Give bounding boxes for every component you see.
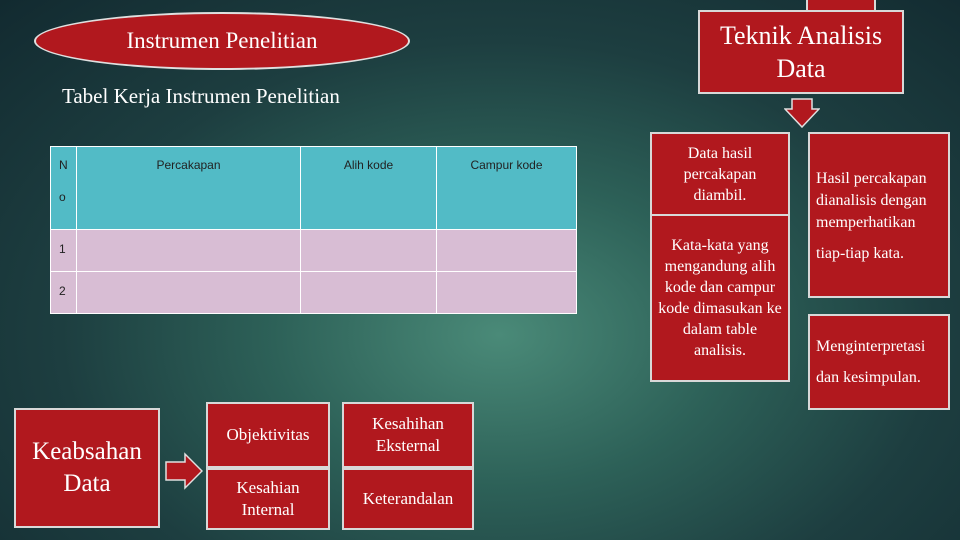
table-cell <box>301 272 437 314</box>
step-box-right-lower <box>808 314 950 410</box>
table-row <box>51 272 577 314</box>
row-number-cell <box>51 272 77 314</box>
instrument-table <box>50 146 577 314</box>
header-no-label: N <box>59 158 68 172</box>
row-number: 1 <box>59 242 66 256</box>
header-cell-percakapan <box>77 147 301 230</box>
kesahian-internal-label: Kesahian Internal <box>236 478 300 519</box>
table-cell <box>301 230 437 272</box>
keabsahan-box <box>14 408 160 528</box>
header-cell-no <box>51 147 77 230</box>
kesahian-internal-box <box>206 468 330 530</box>
step-1-text: Data hasil percakapan diambil. <box>683 144 757 204</box>
row-number-cell <box>51 230 77 272</box>
step-right-text-4: dan kesimpulan. <box>816 369 921 386</box>
arrow-down-icon <box>784 98 820 128</box>
table-cell <box>437 272 577 314</box>
step-right-text-2: tiap-tiap kata. <box>816 245 904 262</box>
teknik-analisis-label: Teknik Analisis Data <box>719 21 883 83</box>
step-right-text-3: Menginterpretasi <box>816 338 926 355</box>
arrow-right-icon <box>165 452 203 490</box>
title-text: Instrumen Penelitian <box>126 28 318 53</box>
kesahihan-eksternal-box <box>342 402 474 468</box>
step-box-2 <box>650 214 790 382</box>
table-heading: Tabel Kerja Instrumen Penelitian <box>62 84 340 108</box>
table-cell <box>77 230 301 272</box>
header-no-suffix: o <box>59 190 66 204</box>
step-2-text: Kata-kata yang mengandung alih kode dan campur kode dimasukan ke dalam table analisis. <box>658 237 782 359</box>
title-ellipse <box>34 12 410 70</box>
table-row <box>51 230 577 272</box>
header-campur-kode: Campur kode <box>470 158 543 172</box>
objektivitas-box <box>206 402 330 468</box>
table-header-row <box>51 147 577 230</box>
keterandalan-box <box>342 468 474 530</box>
header-percakapan: Percakapan <box>156 158 221 172</box>
step-right-text-1: Hasil percakapan dianalisis dengan memperhatikan <box>816 170 927 231</box>
objektivitas-label: Objektivitas <box>226 425 310 444</box>
row-number: 2 <box>59 284 66 298</box>
table-cell <box>77 272 301 314</box>
keterandalan-label: Keterandalan <box>362 489 454 508</box>
kesahihan-eksternal-label: Kesahihan Eksternal <box>372 414 444 455</box>
header-cell-alih-kode <box>301 147 437 230</box>
table-cell <box>437 230 577 272</box>
keabsahan-label: Keabsahan Data <box>32 438 142 497</box>
teknik-analisis-box <box>698 10 904 94</box>
step-box-1 <box>650 132 790 216</box>
header-alih-kode: Alih kode <box>343 158 394 172</box>
header-cell-campur-kode <box>437 147 577 230</box>
